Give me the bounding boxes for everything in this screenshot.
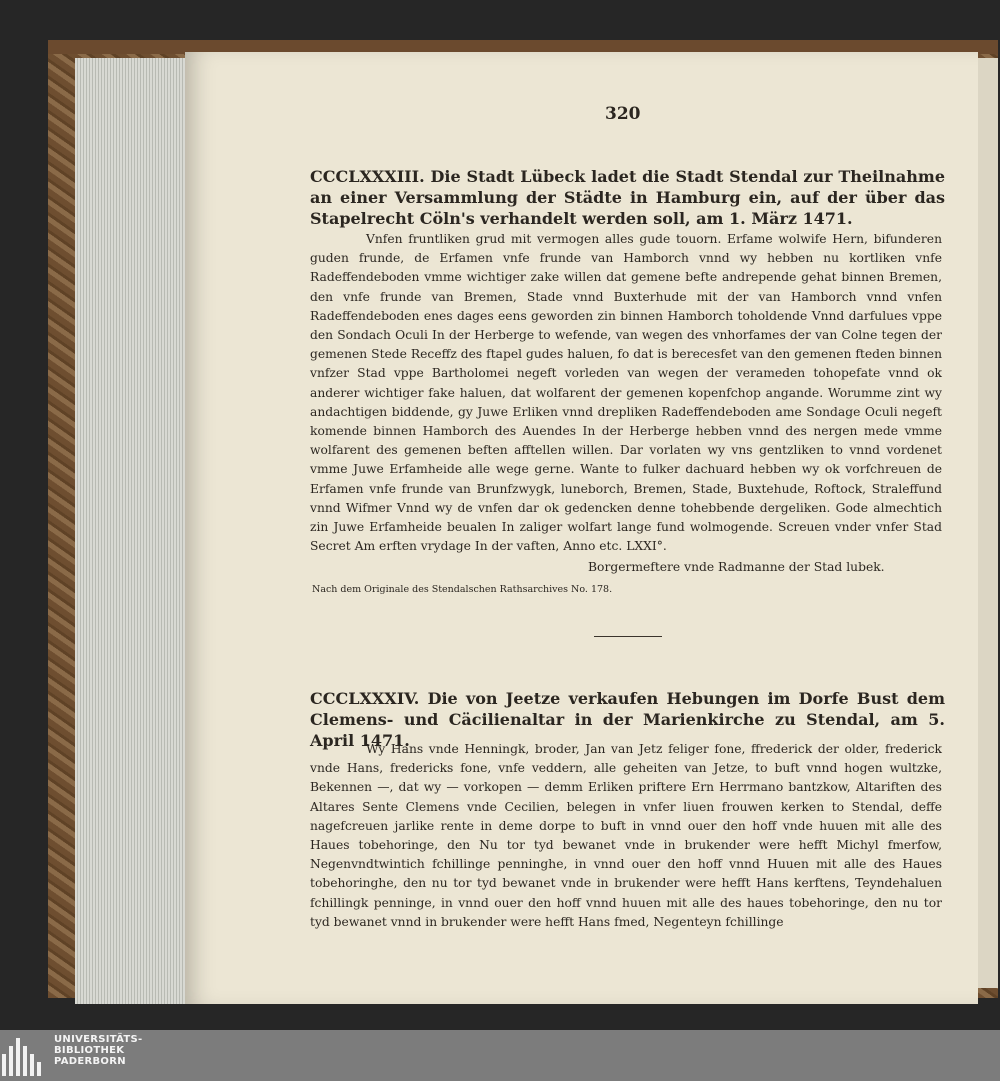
- document-body-383: [310, 230, 942, 556]
- right-page-edge: [978, 58, 998, 988]
- logo-line-1: UNIVERSITÄTS-: [54, 1034, 143, 1045]
- charter-text-384: Wy Hans vnde Henningk, broder, Jan van Jetz feliger fone, ffrederick der older, frederick vnde Hans, fredericks fone, vnfe veddern, alle geheiten van Jetze, to buft vnnd hogen wultzke, Bekennen —, dat wy — vorkopen — demm Erliken priftere Ern Herrmano bantzkow, Altariften des Altares Sente Clemens vnde Cecilien, belegen in vnfer liuen frouwen kerken to Stendal, deffe nagefcreuen jarlike rente in deme dorpe to buft in vnnd ouer den hoff vnde huuen mit alle des Haues tobehoringe, den Nu tor tyd bewanet vnde in brukender were hefft Michyl fmerfow, Negenvndtwintich fchillinge penninghe, in vnnd ouer den hoff vnnd Huuen mit alle des Haues tobehoringhe, den nu tor tyd bewanet vnde in brukender were hefft Hans kerftens, Teyndehaluen fchillingk penninge, in vnnd ouer den hoff vnnd huuen mit alle des haues tobehoringe, den nu tor tyd bewanet vnnd in brukender were hefft Hans fmed, Negenteyn fchillinge: [310, 742, 942, 929]
- library-logo-text: [54, 1034, 143, 1067]
- logo-line-2: BIBLIOTHEK: [54, 1045, 125, 1056]
- library-logo-icon: [0, 1036, 50, 1076]
- source-note: Nach dem Originale des Stendalschen Rathsarchives No. 178.: [312, 584, 613, 595]
- signature-line: Borgermeftere vnde Radmanne der Stad lubek.: [588, 560, 885, 574]
- charter-text-383: Vnfen fruntliken grud mit vermogen alles gude touorn. Erfame wolwife Hern, bifunderen guden frunde, de Erfamen vnfe frunde van Hamborch vnnd wy hebben nu kortliken vnfe Radeffendeboden vmme wichtiger zake willen dat gemene befte andrepende gehat binnen Bremen, den vnfe frunde van Bremen, Stade vnnd Buxterhude mit der van Hamborch vnnd vnfen Radeffendeboden enes dages eens geworden zin binnen Hamborch toholdende Vnnd darfulues vppe den Sondach Oculi In der Herberge to wefende, van wegen des vnhorfames der van Colne tegen der gemenen Stede Receffz des ftapel gudes haluen, fo dat is berecesfet van den gemenen fteden binnen vnfzer Stad vppe Bartholomei negeft vorleden van wegen der verameden tohopefate vnnd ok anderer wichtiger fake haluen, dat wolfarent der gemenen kopenfchop angande. Worumme zint wy andachtigen biddende, gy Juwe Erliken vnnd drepliken Radeffendeboden ame Sondage Oculi negeft komende binnen Hamborch des Auendes In der Herberge hebben vnnd des nergen mede vmme wolfarent des gemenen beften afftellen willen. Dar vorlaten wy vns gentzliken to vnnd vordenet vmme Juwe Erfamheide alle wege gerne. Wante to fulker dachuard hebben wy ok vorfchreuen de Erfamen vnfe frunde van Brunfzwygk, luneborch, Bremen, Stade, Buxtehude, Roftock, Straleffund vnnd Wifmer Vnnd wy de vnfen dar ok gedencken denne tohebbende dergeliken. Gode almechtich zin Juwe Erfamheide beualen In zaliger wolfart lange fund wolmogende. Screuen vnder vnfer Stad Secret Am erften vrydage In der vaften, Anno etc. LXXI°.: [310, 232, 942, 554]
- document-heading-384: CCCLXXXIV. Die von Jeetze verkaufen Hebungen im Dorfe Bust dem Clemens- und Cäcilienaltar in der Marienkirche zu Stendal, am 5. April 1471.: [310, 689, 945, 750]
- library-footer-bar: [0, 1030, 1000, 1081]
- document-body-384: [310, 740, 942, 932]
- section-divider: [594, 636, 662, 637]
- logo-line-3: PADERBORN: [54, 1056, 126, 1067]
- page-edges: [75, 58, 185, 1004]
- page-number: 320: [605, 104, 641, 124]
- document-heading-383: CCCLXXXIII. Die Stadt Lübeck ladet die Stadt Stendal zur Theilnahme an einer Versammlung der Städte in Hamburg ein, auf der über das Stapelrecht Cöln's verhandelt werden soll, am 1. März 1471.: [310, 167, 945, 228]
